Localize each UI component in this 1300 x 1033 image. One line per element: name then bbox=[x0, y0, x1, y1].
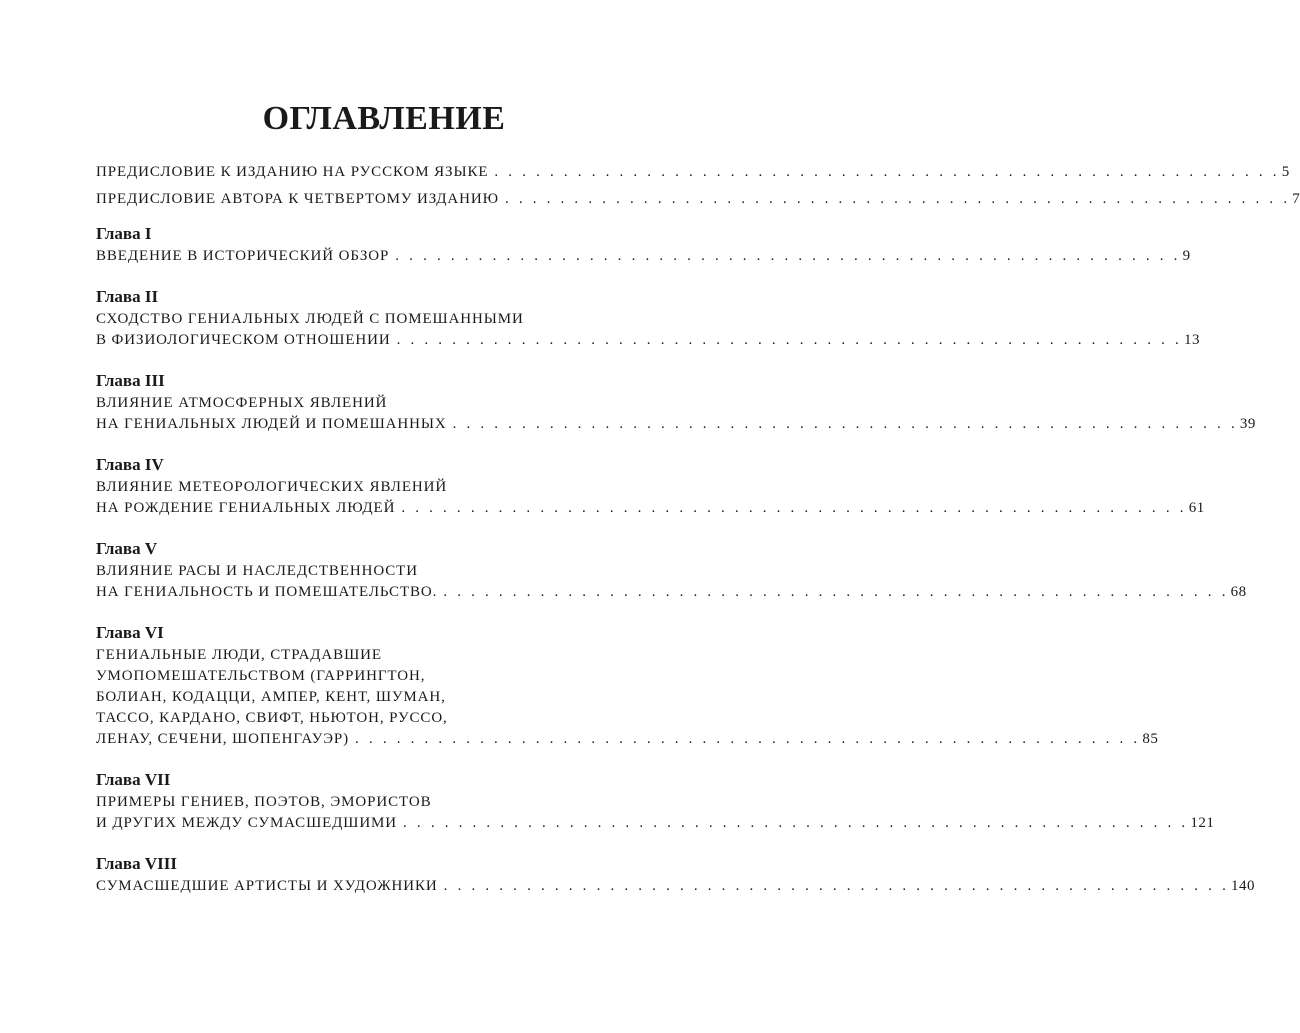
page-number: 5 bbox=[1281, 164, 1290, 180]
page-number: 68 bbox=[1230, 584, 1247, 600]
entry-title-text: ПРЕДИСЛОВИЕ К ИЗДАНИЮ НА РУССКОМ ЯЗЫКЕ bbox=[96, 164, 489, 180]
dot-leader: . . . . . . . . . . . . . . . . . . . . . . . . . . . . . . . . . . . . . . . . . . . . . . . . . . . . . . . . . bbox=[452, 416, 1238, 432]
entry-title-line: ВЛИЯНИЕ РАСЫ И НАСЛЕДСТВЕННОСТИ bbox=[96, 563, 418, 579]
entry-title-line: ВЛИЯНИЕ АТМОСФЕРНЫХ ЯВЛЕНИЙ bbox=[96, 395, 388, 411]
page-title: ОГЛАВЛЕНИЕ bbox=[262, 100, 506, 137]
chapter-heading: Глава IV bbox=[96, 455, 164, 474]
toc-chapter-entry[interactable] bbox=[96, 455, 1205, 519]
page-number: 9 bbox=[1182, 248, 1191, 264]
entry-title-line: ВЛИЯНИЕ МЕТЕОРОЛОГИЧЕСКИХ ЯВЛЕНИЙ bbox=[96, 479, 448, 495]
chapter-heading: Глава III bbox=[96, 371, 165, 390]
entry-title-text: ВВЕДЕНИЕ В ИСТОРИЧЕСКИЙ ОБЗОР bbox=[96, 248, 390, 264]
dot-leader: . . . . . . . . . . . . . . . . . . . . . . . . . . . . . . . . . . . . . . . . . . . . . . . . . . . . . . . . . bbox=[504, 191, 1291, 207]
toc-chapter-entry[interactable] bbox=[96, 371, 1256, 435]
toc-chapter-entry[interactable] bbox=[96, 287, 1200, 351]
toc-preface-entry[interactable] bbox=[96, 189, 1300, 210]
entry-title-last-line bbox=[96, 162, 1290, 183]
toc-chapter-entry[interactable] bbox=[96, 539, 1247, 603]
entry-title-text: ПРЕДИСЛОВИЕ АВТОРА К ЧЕТВЕРТОМУ ИЗДАНИЮ bbox=[96, 191, 499, 207]
toc-chapter-entry[interactable] bbox=[96, 770, 1215, 834]
entry-title-line: ТАССО, КАРДАНО, СВИФТ, НЬЮТОН, РУССО, bbox=[96, 710, 448, 726]
page-number: 13 bbox=[1183, 332, 1200, 348]
chapter-heading: Глава VII bbox=[96, 770, 171, 789]
entry-title-line: ГЕНИАЛЬНЫЕ ЛЮДИ, СТРАДАВШИЕ bbox=[96, 647, 382, 663]
entry-title-text: НА ГЕНИАЛЬНОСТЬ И ПОМЕШАТЕЛЬСТВО. bbox=[96, 584, 438, 600]
entry-title-text: В ФИЗИОЛОГИЧЕСКОМ ОТНОШЕНИИ bbox=[96, 332, 391, 348]
entry-title-line: УМОПОМЕШАТЕЛЬСТВОМ (ГАРРИНГТОН, bbox=[96, 668, 426, 684]
toc-chapter-entry[interactable] bbox=[96, 224, 1191, 267]
entry-title-line: СХОДСТВО ГЕНИАЛЬНЫХ ЛЮДЕЙ С ПОМЕШАННЫМИ bbox=[96, 311, 524, 327]
entry-title-last-line bbox=[96, 246, 1191, 267]
dot-leader: . . . . . . . . . . . . . . . . . . . . . . . . . . . . . . . . . . . . . . . . . . . . . . . . . . . . . . . . . bbox=[494, 164, 1280, 180]
chapter-heading: Глава V bbox=[96, 539, 158, 558]
dot-leader: . . . . . . . . . . . . . . . . . . . . . . . . . . . . . . . . . . . . . . . . . . . . . . . . . . . . . . . . . bbox=[403, 815, 1189, 831]
chapter-heading: Глава VI bbox=[96, 623, 164, 642]
toc-chapter-entry[interactable] bbox=[96, 854, 1256, 897]
dot-leader: . . . . . . . . . . . . . . . . . . . . . . . . . . . . . . . . . . . . . . . . . . . . . . . . . . . . . . . . . bbox=[401, 500, 1187, 516]
dot-leader: . . . . . . . . . . . . . . . . . . . . . . . . . . . . . . . . . . . . . . . . . . . . . . . . . . . . . . . . . bbox=[443, 878, 1230, 894]
entry-title-text: И ДРУГИХ МЕЖДУ СУМАСШЕДШИМИ bbox=[96, 815, 398, 831]
entry-title-last-line bbox=[96, 582, 1247, 603]
page-number: 61 bbox=[1188, 500, 1205, 516]
dot-leader: . . . . . . . . . . . . . . . . . . . . . . . . . . . . . . . . . . . . . . . . . . . . . . . . . . . . . . . . . bbox=[395, 248, 1181, 264]
table-of-contents bbox=[96, 162, 1300, 917]
toc-preface-entry[interactable] bbox=[96, 162, 1290, 183]
entry-title-last-line bbox=[96, 729, 1159, 750]
page-number: 121 bbox=[1190, 815, 1215, 831]
page-number: 85 bbox=[1142, 731, 1159, 747]
chapter-heading: Глава II bbox=[96, 287, 159, 306]
entry-title-last-line bbox=[96, 189, 1300, 210]
dot-leader: . . . . . . . . . . . . . . . . . . . . . . . . . . . . . . . . . . . . . . . . . . . . . . . . . . . . . . . . . bbox=[355, 731, 1141, 747]
page-number: 7 bbox=[1292, 191, 1300, 207]
page-number: 39 bbox=[1239, 416, 1256, 432]
entry-title-line: ПРИМЕРЫ ГЕНИЕВ, ПОЭТОВ, ЭМОРИСТОВ bbox=[96, 794, 432, 810]
chapter-heading: Глава VIII bbox=[96, 854, 177, 873]
toc-chapter-entry[interactable] bbox=[96, 623, 1159, 750]
entry-title-text: НА РОЖДЕНИЕ ГЕНИАЛЬНЫХ ЛЮДЕЙ bbox=[96, 500, 396, 516]
dot-leader: . . . . . . . . . . . . . . . . . . . . . . . . . . . . . . . . . . . . . . . . . . . . . . . . . . . . . . . . . bbox=[396, 332, 1182, 348]
chapter-heading: Глава I bbox=[96, 224, 152, 243]
entry-title-last-line bbox=[96, 498, 1205, 519]
entry-title-text: НА ГЕНИАЛЬНЫХ ЛЮДЕЙ И ПОМЕШАННЫХ bbox=[96, 416, 447, 432]
entry-title-text: СУМАСШЕДШИЕ АРТИСТЫ И ХУДОЖНИКИ bbox=[96, 878, 438, 894]
entry-title-text: ЛЕНАУ, СЕЧЕНИ, ШОПЕНГАУЭР) bbox=[96, 731, 350, 747]
entry-title-last-line bbox=[96, 813, 1215, 834]
entry-title-last-line bbox=[96, 330, 1200, 351]
page-number: 140 bbox=[1231, 878, 1256, 894]
dot-leader: . . . . . . . . . . . . . . . . . . . . . . . . . . . . . . . . . . . . . . . . . . . . . . . . . . . . . . . . . bbox=[443, 584, 1229, 600]
entry-title-last-line bbox=[96, 876, 1256, 897]
entry-title-line: БОЛИАН, КОДАЦЦИ, АМПЕР, КЕНТ, ШУМАН, bbox=[96, 689, 446, 705]
entry-title-last-line bbox=[96, 414, 1256, 435]
